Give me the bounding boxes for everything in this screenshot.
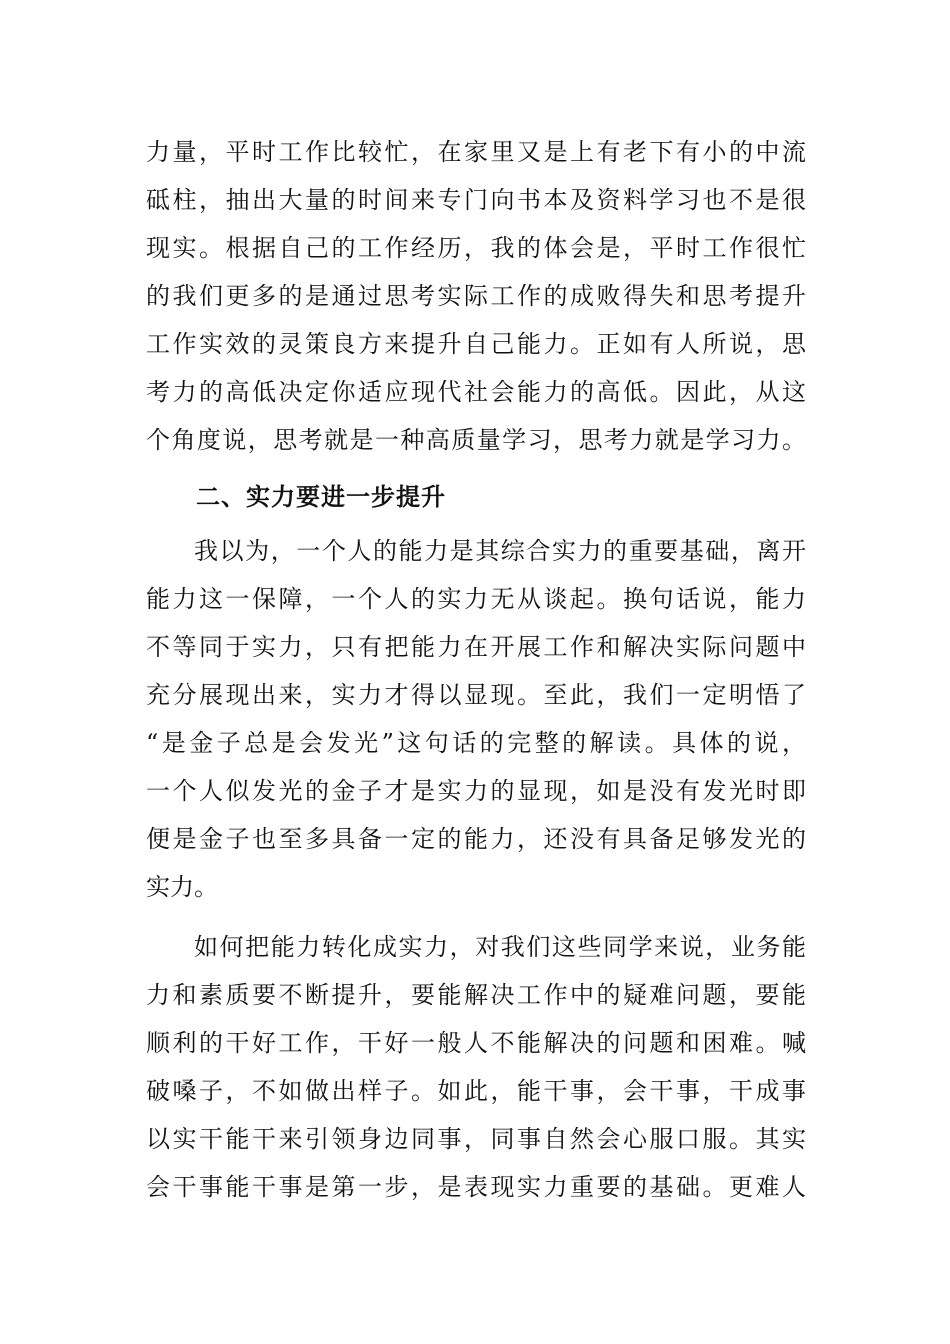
paragraph-1-line-3: 现实。根据自己的工作经历，我的体会是，平时工作很忙 [146,234,806,262]
paragraph-2-line-2: 能力这一保障，一个人的实力无从谈起。换句话说，能力 [146,585,806,613]
paragraph-2-line-7: 便是金子也至多具备一定的能力，还没有具备足够发光的 [146,825,806,853]
paragraph-1-line-5: 工作实效的灵策良方来提升自己能力。正如有人所说，思 [146,330,806,358]
paragraph-2-line-5: “是金子总是会发光”这句话的完整的解读。具体的说， [146,729,806,757]
paragraph-3-line-2: 力和素质要不断提升，要能解决工作中的疑难问题，要能 [146,981,806,1009]
paragraph-3-line-3: 顺利的干好工作，干好一般人不能解决的问题和困难。喊 [146,1029,806,1057]
section-heading: 二、实力要进一步提升 [196,483,446,511]
paragraph-1-line-1: 力量，平时工作比较忙，在家里又是上有老下有小的中流 [146,138,806,166]
paragraph-3-line-6: 会干事能干事是第一步，是表现实力重要的基础。更难人 [146,1173,806,1201]
paragraph-3-line-5: 以实干能干来引领身边同事，同事自然会心服口服。其实 [146,1125,806,1153]
paragraph-1-line-7: 个角度说，思考就是一种高质量学习，思考力就是学习力。 [146,426,806,454]
paragraph-3-line-1: 如何把能力转化成实力，对我们这些同学来说，业务能 [194,933,806,961]
paragraph-2-line-1: 我以为，一个人的能力是其综合实力的重要基础，离开 [194,537,806,565]
paragraph-2-line-3: 不等同于实力，只有把能力在开展工作和解决实际问题中 [146,633,806,661]
paragraph-1-line-4: 的我们更多的是通过思考实际工作的成败得失和思考提升 [146,282,806,310]
paragraph-2-line-6: 一个人似发光的金子才是实力的显现，如是没有发光时即 [146,777,806,805]
paragraph-1-line-6: 考力的高低决定你适应现代社会能力的高低。因此，从这 [146,378,806,406]
paragraph-2-line-4: 充分展现出来，实力才得以显现。至此，我们一定明悟了 [146,681,806,709]
paragraph-2-line-8: 实力。 [146,873,218,901]
paragraph-1-line-2: 砥柱，抽出大量的时间来专门向书本及资料学习也不是很 [146,186,806,214]
paragraph-3-line-4: 破嗓子，不如做出样子。如此，能干事，会干事，干成事 [146,1077,806,1105]
